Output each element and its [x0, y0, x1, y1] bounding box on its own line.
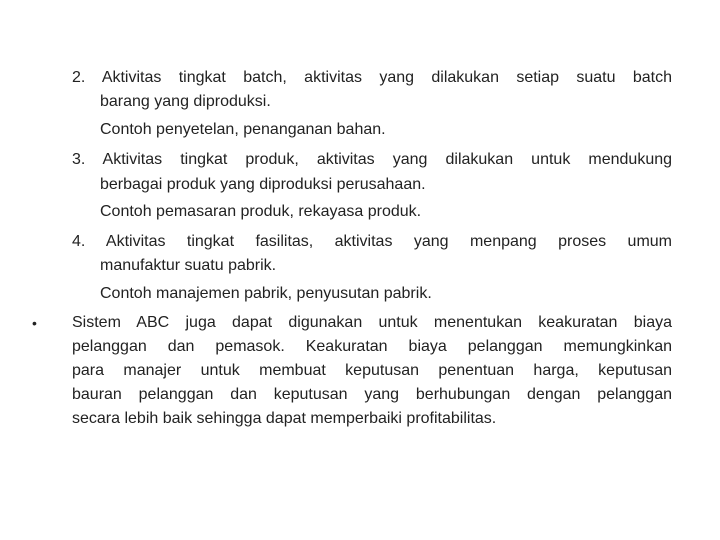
item-2-line-2: barang yang diproduksi.	[100, 93, 271, 110]
item-2-line-1	[72, 68, 672, 88]
bullet-line-1: Sistem ABC juga dapat digunakan untuk menentukan keakuratan biaya	[72, 314, 672, 331]
item-3-text: Aktivitas tingkat produk, aktivitas yang dilakukan untuk mendukung	[102, 151, 673, 168]
item-4-line-2: manufaktur suatu pabrik.	[100, 257, 277, 274]
item-2-example: Contoh penyetelan, penanganan bahan.	[100, 121, 386, 138]
item-3-line-1	[72, 150, 672, 170]
item-4-text: Aktivitas tingkat fasilitas, aktivitas yang menpang proses umum	[105, 233, 673, 250]
bullet-icon: •	[32, 315, 37, 331]
item-2-number: 2.	[72, 69, 86, 86]
item-4-example: Contoh manajemen pabrik, penyusutan pabrik.	[100, 285, 432, 302]
item-4-line-1	[72, 232, 672, 252]
item-2-text: Aktivitas tingkat batch, aktivitas yang dilakukan setiap suatu batch	[101, 69, 672, 86]
bullet-line-2: pelanggan dan pemasok. Keakuratan biaya pelanggan memungkinkan	[72, 338, 672, 355]
bullet-line-4: bauran pelanggan dan keputusan yang berhubungan dengan pelanggan	[72, 386, 672, 403]
item-3-line-2: berbagai produk yang diproduksi perusahaan.	[100, 176, 426, 193]
bullet-line-3: para manajer untuk membuat keputusan penentuan harga, keputusan	[72, 362, 672, 379]
item-4-number: 4.	[72, 233, 86, 250]
bullet-line-5: secara lebih baik sehingga dapat memperbaiki profitabilitas.	[72, 410, 497, 427]
item-3-example: Contoh pemasaran produk, rekayasa produk.	[100, 203, 422, 220]
item-3-number: 3.	[72, 151, 86, 168]
